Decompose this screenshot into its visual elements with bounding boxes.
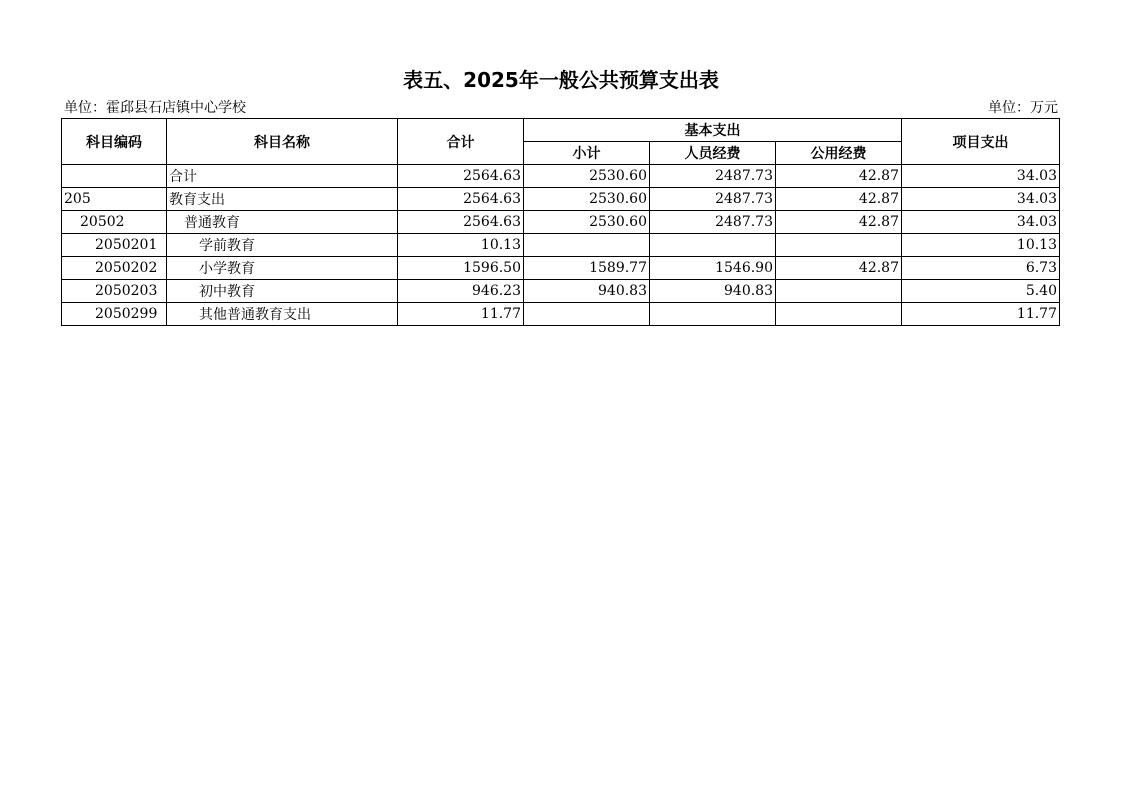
cell-total: 946.23	[398, 280, 524, 303]
cell-personnel: 2487.73	[650, 165, 776, 188]
budget-table	[61, 118, 1060, 326]
table-body	[62, 165, 1060, 326]
cell-total: 11.77	[398, 303, 524, 326]
page-title: 表五、2025年一般公共预算支出表	[403, 68, 719, 92]
header-total: 合计	[398, 119, 524, 165]
cell-public: 42.87	[776, 211, 902, 234]
cell-code: 2050202	[62, 257, 167, 280]
cell-total: 2564.63	[398, 211, 524, 234]
table-row	[62, 211, 1060, 234]
header-subtotal: 小计	[524, 142, 650, 165]
table-row	[62, 303, 1060, 326]
cell-total: 2564.63	[398, 188, 524, 211]
cell-project: 34.03	[902, 188, 1060, 211]
table-row	[62, 188, 1060, 211]
cell-subtotal	[524, 303, 650, 326]
header-public: 公用经费	[776, 142, 902, 165]
cell-code: 2050299	[62, 303, 167, 326]
cell-subtotal: 1589.77	[524, 257, 650, 280]
header-code: 科目编码	[62, 119, 167, 165]
cell-name: 教育支出	[167, 188, 398, 211]
cell-project: 5.40	[902, 280, 1060, 303]
cell-name: 学前教育	[167, 234, 398, 257]
header-basic: 基本支出	[524, 119, 902, 142]
header-name: 科目名称	[167, 119, 398, 165]
cell-code: 2050203	[62, 280, 167, 303]
cell-subtotal: 940.83	[524, 280, 650, 303]
cell-total: 1596.50	[398, 257, 524, 280]
unit-organization: 单位：霍邱县石店镇中心学校	[64, 100, 246, 116]
cell-project: 11.77	[902, 303, 1060, 326]
cell-name: 合计	[167, 165, 398, 188]
cell-total: 2564.63	[398, 165, 524, 188]
cell-total: 10.13	[398, 234, 524, 257]
cell-personnel: 2487.73	[650, 188, 776, 211]
cell-project: 34.03	[902, 211, 1060, 234]
header-project: 项目支出	[902, 119, 1060, 165]
cell-code: 2050201	[62, 234, 167, 257]
cell-public	[776, 234, 902, 257]
header-personnel: 人员经费	[650, 142, 776, 165]
cell-code: 205	[62, 188, 167, 211]
table-row	[62, 280, 1060, 303]
cell-public	[776, 280, 902, 303]
cell-public: 42.87	[776, 165, 902, 188]
cell-personnel	[650, 234, 776, 257]
table-header	[62, 119, 1060, 165]
cell-name: 初中教育	[167, 280, 398, 303]
table-row	[62, 257, 1060, 280]
cell-personnel	[650, 303, 776, 326]
cell-name: 小学教育	[167, 257, 398, 280]
cell-personnel: 1546.90	[650, 257, 776, 280]
cell-name: 其他普通教育支出	[167, 303, 398, 326]
cell-project: 10.13	[902, 234, 1060, 257]
cell-code: 20502	[62, 211, 167, 234]
cell-name: 普通教育	[167, 211, 398, 234]
cell-personnel: 2487.73	[650, 211, 776, 234]
cell-project: 34.03	[902, 165, 1060, 188]
table-row	[62, 234, 1060, 257]
cell-subtotal: 2530.60	[524, 211, 650, 234]
cell-project: 6.73	[902, 257, 1060, 280]
cell-public: 42.87	[776, 257, 902, 280]
cell-public: 42.87	[776, 188, 902, 211]
cell-subtotal: 2530.60	[524, 165, 650, 188]
table-row	[62, 165, 1060, 188]
cell-subtotal	[524, 234, 650, 257]
unit-currency: 单位：万元	[988, 100, 1058, 116]
cell-code	[62, 165, 167, 188]
cell-public	[776, 303, 902, 326]
cell-subtotal: 2530.60	[524, 188, 650, 211]
cell-personnel: 940.83	[650, 280, 776, 303]
